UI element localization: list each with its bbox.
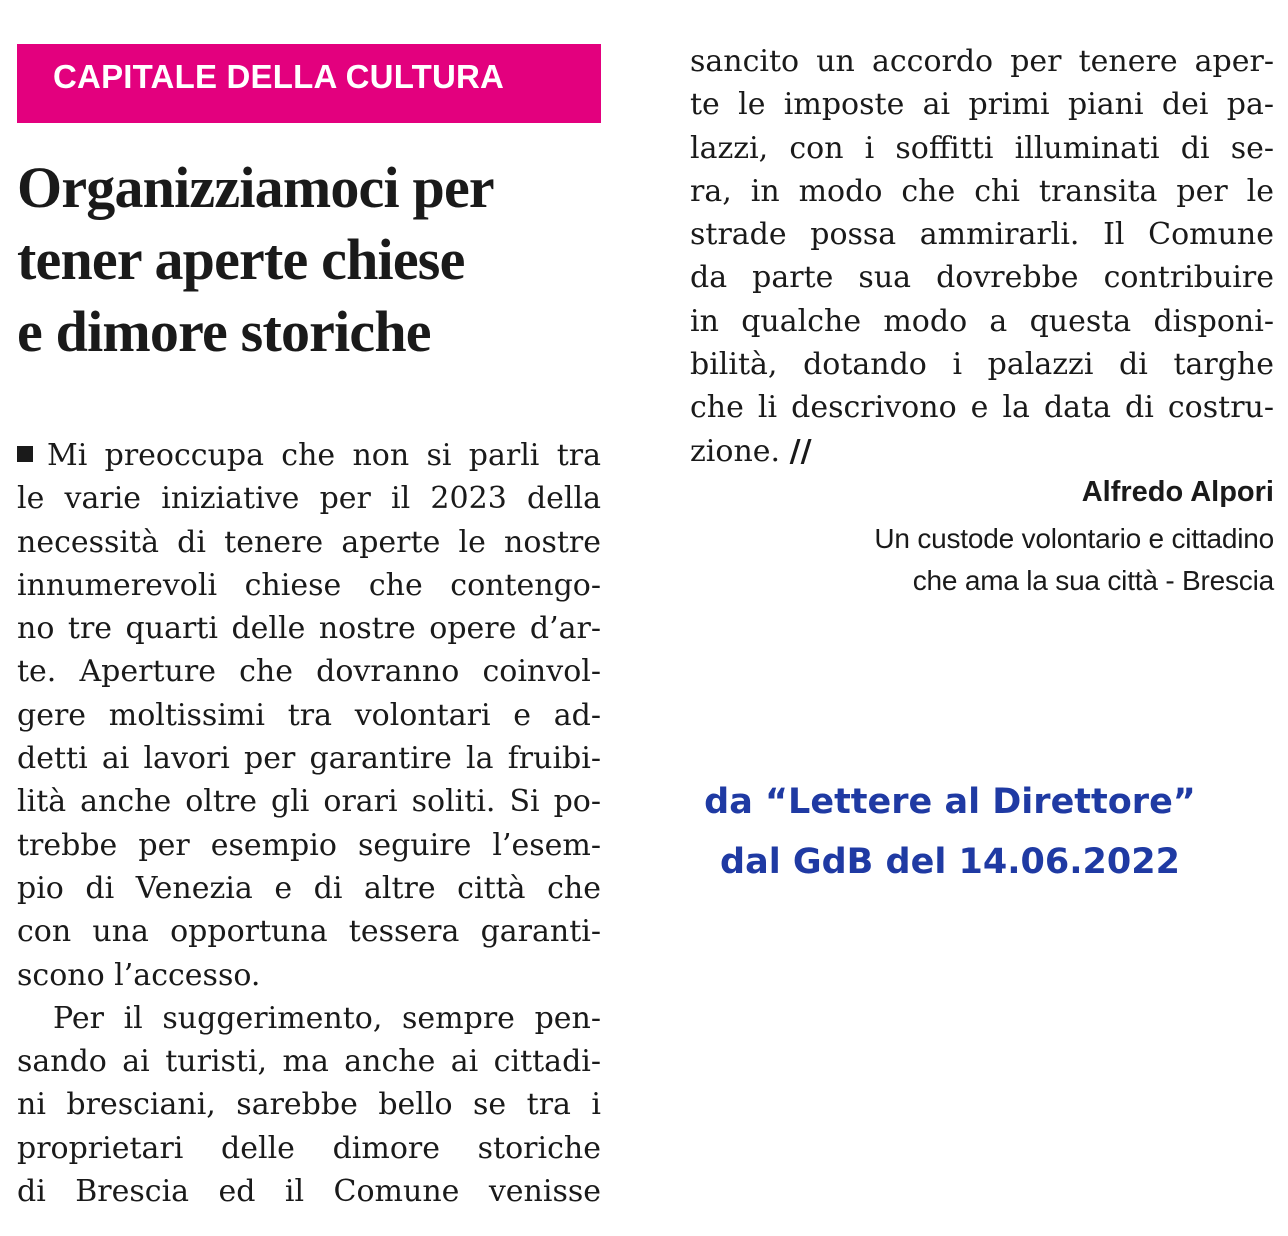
body-line: pio di Venezia e di altre città che: [17, 870, 601, 906]
body-line: gere moltissimi tra volontari e ad-: [17, 697, 601, 733]
body-line: ni bresciani, sarebbe bello se tra i: [17, 1087, 601, 1123]
body-line: bilità, dotando i palazzi di targhe: [690, 347, 1274, 383]
article-body-right-column: [690, 40, 1274, 473]
body-line: lazzi, con i soffitti illuminati di se-: [690, 130, 1274, 166]
source-note-line: da “Lettere al Direttore”: [704, 782, 1196, 822]
body-line: sancito un accordo per tenere aper-: [690, 44, 1274, 79]
section-tag: [17, 44, 601, 123]
body-line: no tre quarti delle nostre opere d’ar-: [17, 611, 601, 647]
author-name: Alfredo Alpori: [1081, 476, 1274, 508]
body-line: proprietari delle dimore storiche: [17, 1130, 601, 1166]
body-line: sando ai turisti, ma anche ai cittadi-: [17, 1044, 601, 1080]
author-description-line: che ama la sua città - Brescia: [912, 565, 1274, 596]
author-description-line: Un custode volontario e cittadino: [874, 523, 1274, 554]
headline-line: tener aperte chiese: [17, 227, 465, 292]
section-tag-label: CAPITALE DELLA CULTURA: [53, 58, 505, 95]
body-line: te. Aperture che dovranno coinvol-: [17, 654, 601, 690]
body-line: strade possa ammirarli. Il Comune: [690, 217, 1274, 253]
source-note: [690, 772, 1210, 892]
body-line: trebbe per esempio seguire l’esem-: [17, 827, 601, 863]
body-line: detti ai lavori per garantire la fruibi-: [17, 741, 601, 777]
body-line: [690, 430, 1274, 473]
headline: [17, 152, 601, 368]
body-line: di Brescia ed il Comune venisse: [17, 1174, 601, 1210]
body-line: con una opportuna tessera garanti-: [17, 914, 601, 950]
body-line: innumerevoli chiese che contengo-: [17, 567, 601, 603]
article-body-left-column: [17, 434, 601, 1213]
body-line: da parte sua dovrebbe contribuire: [690, 260, 1274, 296]
end-mark: //: [789, 433, 812, 469]
body-line: scono l’accesso.: [17, 957, 261, 993]
bullet-square-icon: [17, 446, 33, 462]
author-description: [874, 518, 1274, 602]
body-line: te le imposte ai primi piani dei pa-: [690, 87, 1274, 123]
headline-line: e dimore storiche: [17, 299, 431, 364]
body-line: Per il suggerimento, sempre pen-: [53, 1000, 601, 1036]
headline-line: Organizziamoci per: [17, 155, 494, 220]
body-line: lità anche oltre gli orari soliti. Si po-: [17, 784, 601, 820]
body-line: ra, in modo che chi transita per le: [690, 173, 1274, 209]
body-line-text: Mi preoccupa che non si parli tra: [47, 438, 601, 473]
body-line: [17, 434, 601, 477]
body-line: in qualche modo a questa disponi-: [690, 303, 1274, 339]
source-note-line: dal GdB del 14.06.2022: [720, 842, 1180, 882]
body-line: le varie iniziative per il 2023 della: [17, 481, 601, 517]
body-line: che li descrivono e la data di costru-: [690, 390, 1274, 426]
body-line: necessità di tenere aperte le nostre: [17, 524, 601, 560]
body-line-text: zione.: [690, 433, 781, 469]
